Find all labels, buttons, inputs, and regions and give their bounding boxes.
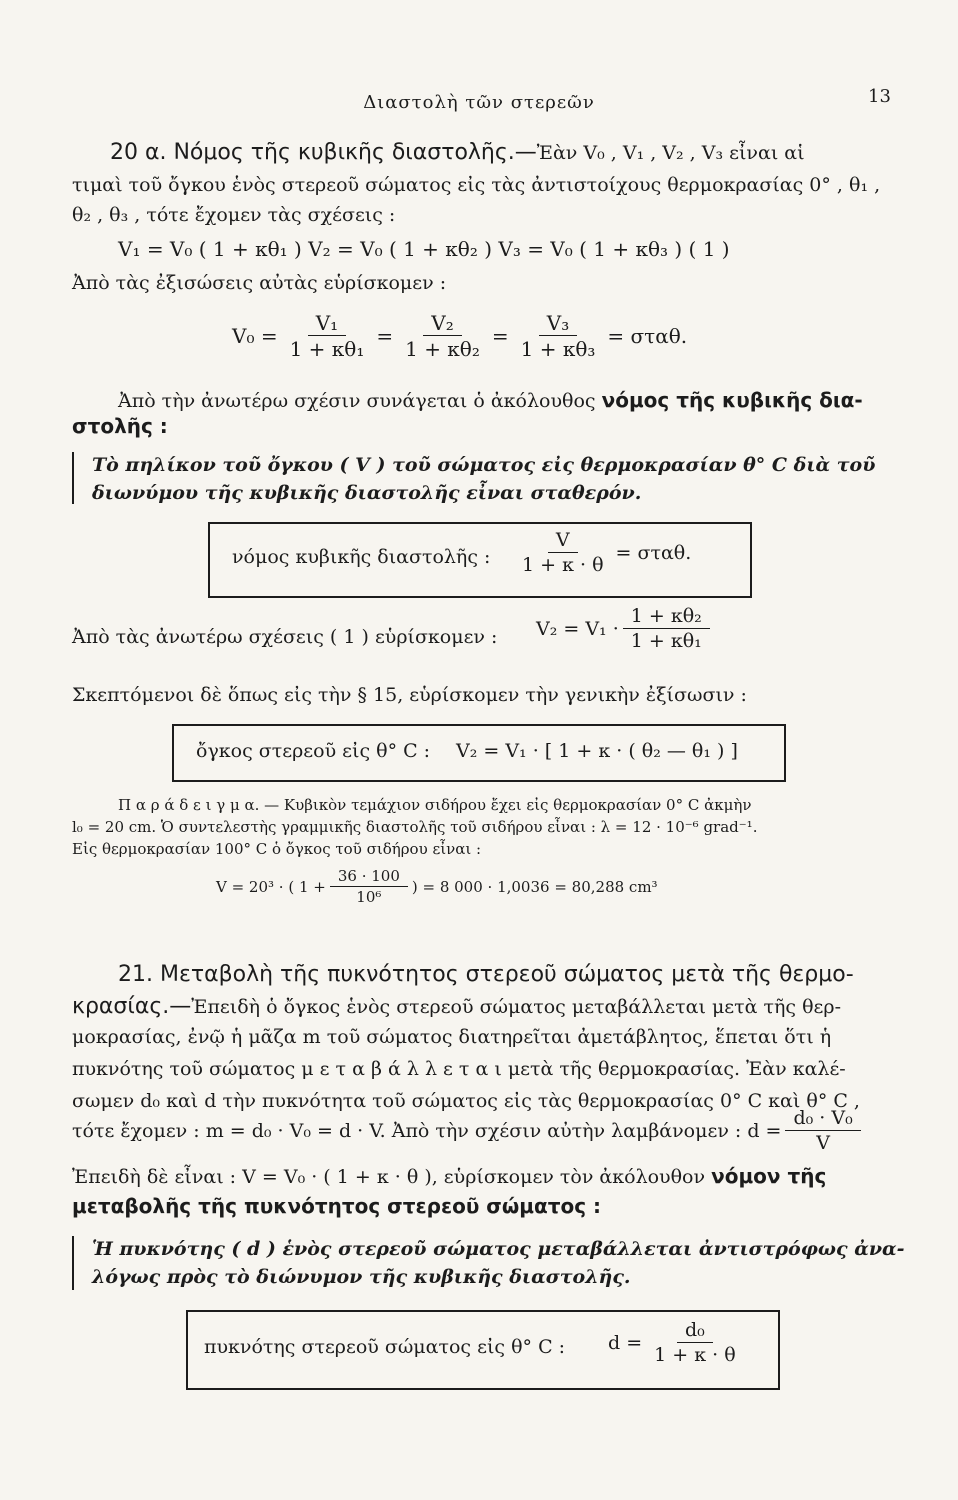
eq2-den-1: 1 + κθ₁ (289, 337, 365, 361)
law-formula-box (208, 522, 752, 598)
ex-den: 10⁶ (356, 887, 382, 906)
section-21-line5 (72, 1108, 865, 1154)
running-header: Διαστολὴ τῶν στερεῶν (363, 92, 595, 113)
law-statement-line2: διωνύμου τῆς κυβικῆς διαστολῆς εἶναι σταθερόν. (92, 482, 642, 504)
line5-text-21: τότε ἔχομεν : m = d₀ · V₀ = d · V. Ἀπὸ τὴν σχέσιν αὐτὴν λαμβάνομεν : d = (72, 1119, 782, 1142)
density-law-title-end: μεταβολῆς τῆς πυκνότητος στερεοῦ σώματος : (72, 1194, 602, 1218)
example-line3: Εἰς θερμοκρασίαν 100° C ὁ ὄγκος τοῦ σιδήρου εἶναι : (72, 840, 482, 858)
eq2-rhs: = σταθ. (607, 324, 688, 348)
line6-text: Ἐπειδὴ δὲ εἶναι : V = V₀ · ( 1 + κ · θ ), εὑρίσκομεν τὸν ἀκόλουθον (72, 1166, 706, 1188)
eq2-fraction-1 (282, 312, 373, 360)
equation-1: V₁ = V₀ ( 1 + κθ₁ ) V₂ = V₀ ( 1 + κθ₂ ) V₃ = V₀ ( 1 + κθ₃ ) ( 1 ) (118, 237, 730, 261)
v2-num: 1 + κθ₂ (623, 606, 710, 629)
ex-num: 36 · 100 (330, 868, 408, 887)
v2-formula (536, 606, 714, 652)
box1-formula (510, 530, 691, 576)
section-20a-first-line (110, 140, 805, 165)
eq2-equals-1: = (376, 324, 394, 348)
section-21-line6 (72, 1164, 826, 1188)
box3-formula (608, 1320, 748, 1366)
general-equation-box (172, 724, 786, 782)
eq2-fraction-2 (397, 312, 488, 360)
box2-label: ὄγκος στερεοῦ εἰς θ° C : (196, 740, 431, 762)
section-21-heading-line1: 21. Μεταβολὴ τῆς πυκνότητος στερεοῦ σώματος μετὰ τῆς θερμο- (118, 962, 854, 987)
eq2-num-2: V₂ (423, 312, 461, 336)
section-21-heading-line2: κρασίας.— (72, 994, 192, 1019)
example-calculation (216, 868, 658, 905)
v2-lhs: V₂ = V₁ · (536, 617, 619, 640)
eq2-equals-2: = (491, 324, 509, 348)
section-20a-heading: 20 α. Νόμος τῆς κυβικῆς διαστολῆς.— (110, 140, 537, 165)
density-law-line2: λόγως πρὸς τὸ διώνυμον τῆς κυβικῆς διαστολῆς. (92, 1266, 631, 1288)
ex-fraction (330, 868, 408, 905)
section-21-line3: πυκνότης τοῦ σώματος μ ε τ α β ά λ λ ε τ α ι μετὰ τῆς θερμοκρασίας. Ἐὰν καλέ- (72, 1058, 846, 1080)
box1-fraction (514, 530, 612, 576)
law-title-start: νόμος τῆς κυβικῆς δια- (601, 388, 863, 412)
ex-rhs: ) = 8 000 · 1,0036 = 80,288 cm³ (411, 877, 658, 896)
eq2-den-2: 1 + κθ₂ (405, 337, 480, 361)
density-fraction (785, 1108, 860, 1154)
box1-rhs: = σταθ. (615, 541, 692, 564)
density-den: V (816, 1131, 830, 1154)
section-20a-line1: Ἐὰν V₀ , V₁ , V₂ , V₃ εἶναι αἱ (536, 142, 805, 164)
eq2-num-1: V₁ (308, 312, 346, 336)
eq2-fraction-3 (513, 312, 604, 360)
example-line2: l₀ = 20 cm. Ὁ συντελεστὴς γραμμικῆς διαστολῆς τοῦ σιδήρου εἶναι : λ = 12 · 10⁻⁶ grad⁻¹. (72, 818, 758, 836)
box2-equation: V₂ = V₁ · [ 1 + κ · ( θ₂ — θ₁ ) ] (456, 740, 738, 762)
density-num: d₀ · V₀ (785, 1108, 860, 1131)
section-20a-line4: Ἀπὸ τὰς ἐξισώσεις αὐτὰς εὑρίσκομεν : (72, 272, 447, 294)
section-20a-line3: θ₂ , θ₃ , τότε ἔχομεν τὰς σχέσεις : (72, 204, 396, 226)
law-title-end: στολῆς : (72, 414, 168, 438)
v2-fraction (623, 606, 710, 652)
eq2-lhs: V₀ = (232, 324, 278, 348)
section-20a-line8: Σκεπτόμενοι δὲ ὅπως εἰς τὴν § 15, εὑρίσκομεν τὴν γενικὴν ἐξίσωσιν : (72, 684, 747, 706)
box1-label: νόμος κυβικῆς διαστολῆς : (232, 546, 491, 568)
section-21-line2: μοκρασίας, ἐνῷ ἡ μᾶζα m τοῦ σώματος διατηρεῖται ἀμετάβλητος, ἕπεται ὅτι ἡ (72, 1026, 832, 1048)
page-number: 13 (868, 86, 891, 107)
law-margin-bar (72, 452, 74, 504)
ex-lhs: V = 20³ · ( 1 + (216, 877, 326, 896)
eq2-num-3: V₃ (539, 312, 577, 336)
density-formula-box (186, 1310, 780, 1390)
box3-den: 1 + κ · θ (654, 1343, 736, 1366)
section-21-line1-text: Ἐπειδὴ ὁ ὄγκος ἑνὸς στερεοῦ σώματος μεταβάλλεται μετὰ τῆς θερ- (191, 996, 841, 1018)
box3-label: πυκνότης στερεοῦ σώματος εἰς θ° C : (204, 1336, 566, 1358)
line5-text: Ἀπὸ τὴν ἀνωτέρω σχέσιν συνάγεται ὁ ἀκόλουθος (118, 390, 596, 412)
box3-num: d₀ (677, 1320, 713, 1343)
section-20a-line2: τιμαὶ τοῦ ὄγκου ἑνὸς στερεοῦ σώματος εἰς τὰς ἀντιστοίχους θερμοκρασίας 0° , θ₁ , (72, 174, 881, 196)
section-20a-line7: Ἀπὸ τὰς ἀνωτέρω σχέσεις ( 1 ) εὑρίσκομεν : (72, 626, 498, 648)
v2-den: 1 + κθ₁ (630, 629, 702, 652)
density-law-margin-bar (72, 1236, 74, 1290)
density-law-title-start: νόμον τῆς (711, 1164, 827, 1188)
law-statement-line1: Τὸ πηλίκον τοῦ ὄγκου ( V ) τοῦ σώματος εἰς θερμοκρασίαν θ° C διὰ τοῦ (92, 454, 876, 476)
example-line1: Π α ρ ά δ ε ι γ μ α. — Κυβικὸν τεμάχιον σιδήρου ἔχει εἰς θερμοκρασίαν 0° C ἀκμὴν (118, 796, 752, 814)
density-law-line1: Ἡ πυκνότης ( d ) ἑνὸς στερεοῦ σώματος μεταβάλλεται ἀντιστρόφως ἀνα- (92, 1238, 905, 1260)
box1-num: V (548, 530, 578, 553)
section-20a-line5 (118, 388, 863, 412)
section-21-line4: σωμεν d₀ καὶ d τὴν πυκνότητα τοῦ σώματος εἰς τὰς θερμοκρασίας 0° C καὶ θ° C , (72, 1090, 860, 1112)
box1-den: 1 + κ · θ (522, 553, 604, 576)
equation-2 (232, 312, 687, 360)
eq2-den-3: 1 + κθ₃ (520, 337, 596, 361)
section-21-line1 (72, 994, 841, 1019)
box3-fraction (646, 1320, 744, 1366)
box3-lhs: d = (608, 1331, 643, 1354)
